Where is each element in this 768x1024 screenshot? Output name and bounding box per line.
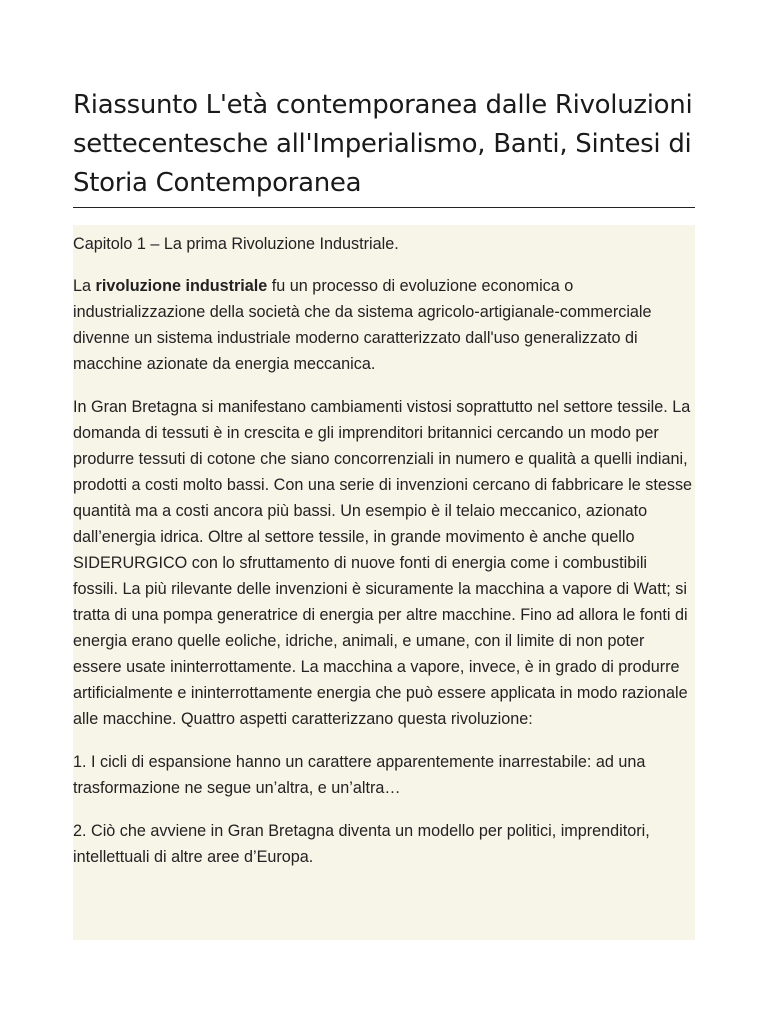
list-point-1: 1. I cicli di espansione hanno un carattere apparentemente inarrestabile: ad una trasformazione ne segue un’altra, e un’altra… xyxy=(73,753,646,797)
paragraph-1 xyxy=(73,273,695,377)
chapter-heading: Capitolo 1 – La prima Rivoluzione Industriale. xyxy=(73,235,399,253)
paragraph-1-bold-term: rivoluzione industriale xyxy=(95,277,268,295)
paragraph-2: In Gran Bretagna si manifestano cambiamenti vistosi soprattutto nel settore tessile. La domanda di tessuti è in crescita e gli imprenditori britannici cercando un modo per produrre tessuti di cotone che siano concorrenziali in numero e qualità a quelli indiani, prodotti a costi molto bassi. Con una serie di invenzioni cercano di fabbricare le stesse quantità ma a costi ancora più bassi. Un esempio è il telaio meccanico, azionato dall’energia idrica. Oltre al settore tessile, in grande movimento è anche quello SIDERURGICO con lo sfruttamento di nuove fonti di energia come i combustibili fossili. La più rilevante delle invenzioni è sicuramente la macchina a vapore di Watt; si tratta di una pompa generatrice di energia per altre macchine. Fino ad allora le fonti di energia erano quelle eoliche, idriche, animali, e umane, con il limite di non poter essere usate ininterrottamente. La macchina a vapore, invece, è in grado di produrre artificialmente e ininterrottamente energia che può essere applicata in modo razionale alle macchine. Quattro aspetti caratterizzano questa rivoluzione: xyxy=(73,398,693,728)
document-title: Riassunto L'età contemporanea dalle Rivoluzioni settecentesche all'Imperialismo, Banti, Sintesi di Storia Contemporanea xyxy=(73,86,695,208)
paragraph-1-prefix: La xyxy=(73,277,96,295)
list-point-2: 2. Ciò che avviene in Gran Bretagna diventa un modello per politici, imprenditori, intellettuali di altre aree d’Europa. xyxy=(73,822,650,866)
paragraph-1-text: fu un processo di evoluzione economica o industrializzazione della società che da sistema agricolo-artigianale-commerciale divenne un sistema industriale moderno caratterizzato dall'uso generalizzato di macchine azionate da energia meccanica. xyxy=(73,277,652,373)
document-page xyxy=(73,86,695,940)
document-content xyxy=(73,225,695,940)
